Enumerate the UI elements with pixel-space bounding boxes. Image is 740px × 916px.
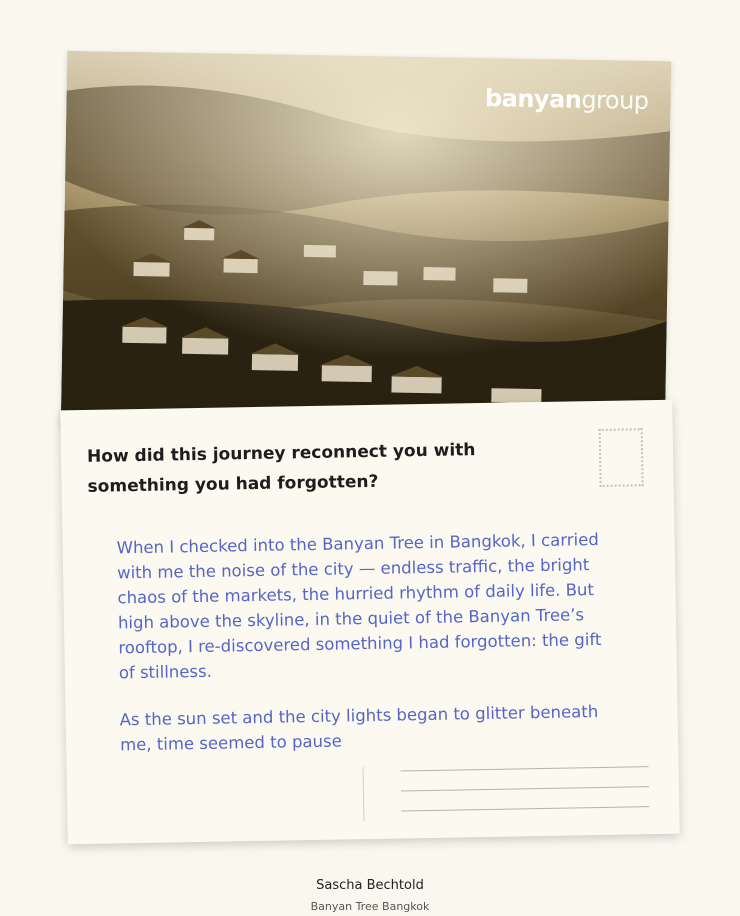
logo-text-bold: banyan [484, 84, 582, 114]
answer-paragraph: When I checked into the Banyan Tree in Bangkok, I carried with me the noise of the city — endless traffic, the bright chaos of the markets, the hurried rhythm of daily life. But high above the skyline, in the quiet of the Banyan Tree’s rooftop, I re-discovered something I had forgotten: the gift of stillness. [116, 529, 602, 683]
answer-paragraph: As the sun set and the city lights began to glitter beneath me, time seemed to pause [119, 702, 599, 755]
question-heading: How did this journey reconnect you with something you had forgotten? [86, 440, 476, 497]
banyan-group-logo [485, 84, 649, 115]
author-name: Sascha Bechtold [316, 878, 424, 893]
stamp-placeholder [599, 428, 644, 487]
answer-text [116, 527, 620, 780]
address-line [401, 786, 649, 791]
postcard [60, 400, 679, 845]
address-line [401, 806, 649, 811]
landscape-photo [61, 51, 672, 439]
author-location: Banyan Tree Bangkok [310, 900, 430, 913]
logo-text-light: group [581, 85, 649, 115]
card-divider [363, 767, 365, 821]
